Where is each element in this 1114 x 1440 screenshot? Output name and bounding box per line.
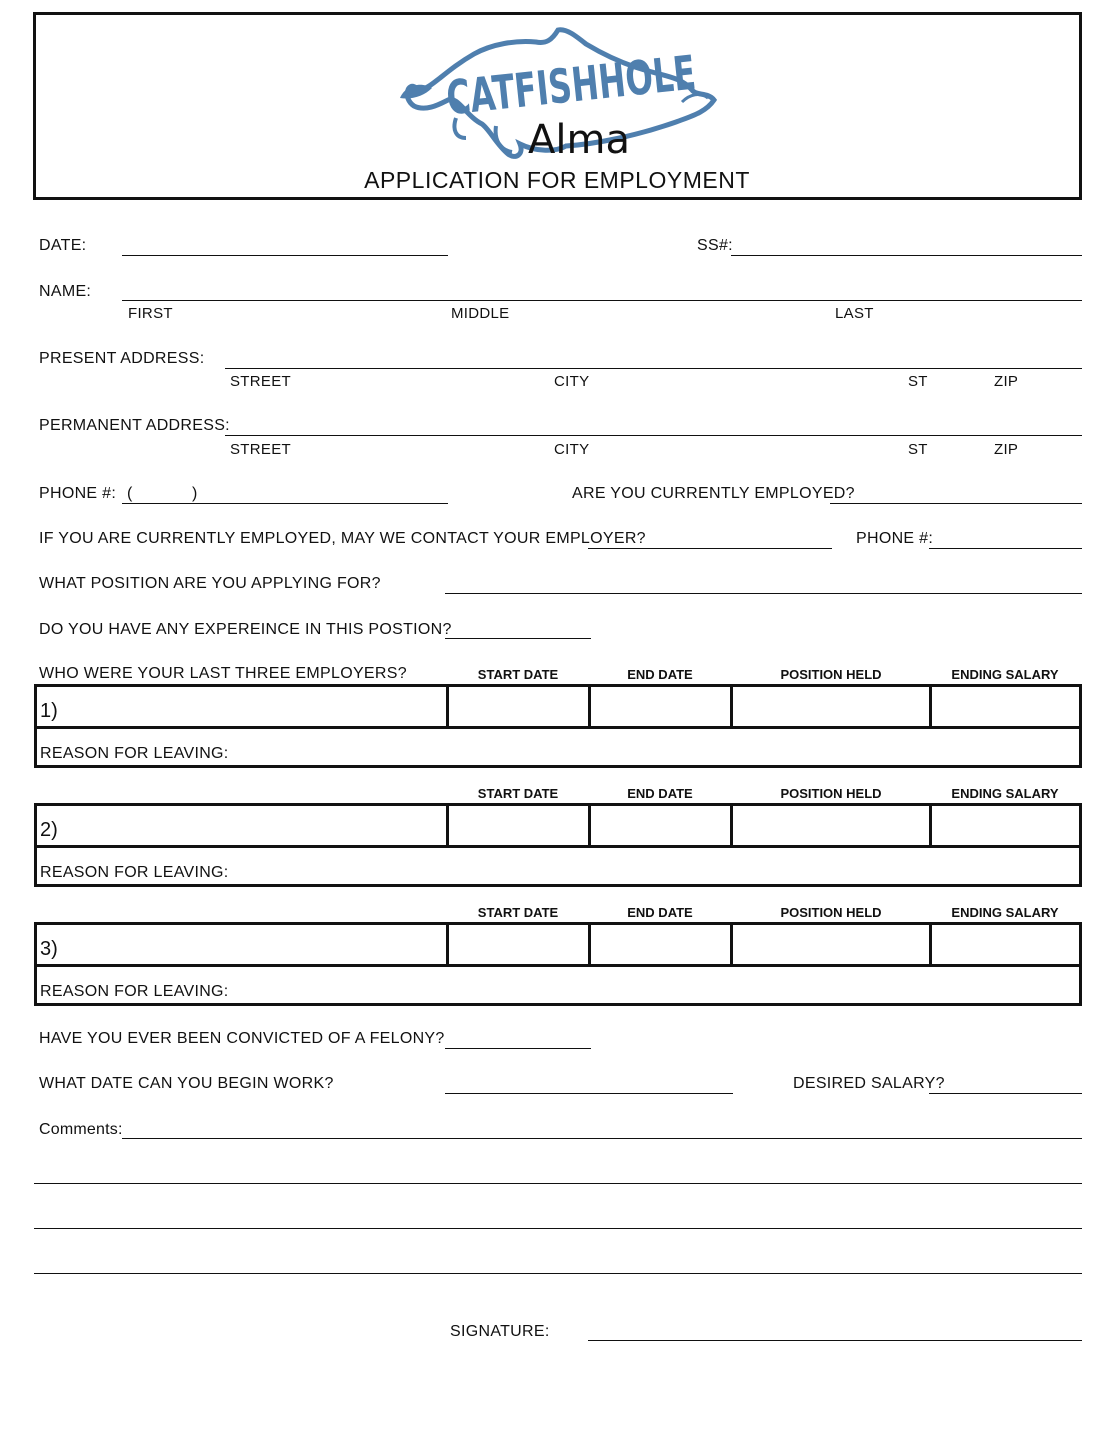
date-label: DATE:: [39, 237, 87, 254]
emp2-end-date-header: END DATE: [627, 786, 693, 801]
present-zip-caption: ZIP: [994, 373, 1019, 390]
employer-1-number: 1): [40, 700, 58, 722]
felony-label: HAVE YOU EVER BEEN CONVICTED OF A FELONY?: [39, 1030, 445, 1047]
employer-2-number: 2): [40, 819, 58, 841]
date-input-line[interactable]: [122, 255, 448, 256]
employer-phone-label: PHONE #:: [856, 530, 934, 547]
employer-3-salary-cell[interactable]: [932, 925, 1079, 963]
present-street-caption: STREET: [230, 373, 291, 390]
desired-salary-input-line[interactable]: [929, 1093, 1082, 1094]
comments-line-4[interactable]: [34, 1273, 1082, 1274]
permanent-st-caption: ST: [908, 441, 928, 458]
currently-employed-input-line[interactable]: [830, 503, 1082, 504]
emp3-position-header: POSITION HELD: [780, 905, 882, 920]
name-last-caption: LAST: [835, 305, 874, 322]
present-st-caption: ST: [908, 373, 928, 390]
employer-3-reason-label: REASON FOR LEAVING:: [40, 983, 229, 1000]
employer-2-salary-cell[interactable]: [932, 806, 1079, 844]
employer-3-box: [34, 922, 1082, 1006]
employer-3-end-cell[interactable]: [591, 925, 729, 963]
contact-employer-input-line[interactable]: [588, 548, 832, 549]
name-first-caption: FIRST: [128, 305, 173, 322]
signature-label: SIGNATURE:: [450, 1323, 550, 1340]
logo-location: Alma: [528, 117, 630, 163]
position-label: WHAT POSITION ARE YOU APPLYING FOR?: [39, 575, 381, 592]
employer-2-reason-label: REASON FOR LEAVING:: [40, 864, 229, 881]
present-city-caption: CITY: [554, 373, 590, 390]
emp2-position-header: POSITION HELD: [780, 786, 882, 801]
employer-1-name-cell[interactable]: [67, 687, 445, 725]
signature-input-line[interactable]: [588, 1340, 1082, 1341]
employer-2-position-cell[interactable]: [733, 806, 928, 844]
employer-3-name-cell[interactable]: [67, 925, 445, 963]
comments-line-2[interactable]: [34, 1183, 1082, 1184]
employer-phone-input-line[interactable]: [929, 548, 1082, 549]
present-address-input-line[interactable]: [225, 368, 1082, 369]
employer-1-reason-cell[interactable]: [219, 729, 1079, 765]
phone-area-open: (: [127, 485, 133, 502]
contact-employer-label: IF YOU ARE CURRENTLY EMPLOYED, MAY WE CONTACT YOUR EMPLOYER?: [39, 530, 646, 547]
employer-2-start-cell[interactable]: [449, 806, 587, 844]
employer-2-reason-cell[interactable]: [219, 848, 1079, 884]
employer-1-box: [34, 684, 1082, 768]
employer-1-end-cell[interactable]: [591, 687, 729, 725]
ss-input-line[interactable]: [731, 255, 1082, 256]
comments-line-1[interactable]: [122, 1138, 1082, 1139]
felony-input-line[interactable]: [445, 1048, 591, 1049]
experience-input-line[interactable]: [445, 638, 591, 639]
begin-work-label: WHAT DATE CAN YOU BEGIN WORK?: [39, 1075, 334, 1092]
employer-2-end-cell[interactable]: [591, 806, 729, 844]
ss-label: SS#:: [697, 237, 733, 254]
name-label: NAME:: [39, 283, 92, 300]
emp1-position-header: POSITION HELD: [780, 667, 882, 682]
desired-salary-label: DESIRED SALARY?: [793, 1075, 945, 1092]
emp1-start-date-header: START DATE: [477, 667, 559, 682]
permanent-zip-caption: ZIP: [994, 441, 1019, 458]
employer-3-reason-cell[interactable]: [219, 967, 1079, 1003]
name-input-line[interactable]: [122, 300, 1082, 301]
phone-label: PHONE #:: [39, 485, 117, 502]
phone-input-line[interactable]: [122, 503, 448, 504]
comments-line-3[interactable]: [34, 1228, 1082, 1229]
currently-employed-label: ARE YOU CURRENTLY EMPLOYED?: [572, 485, 855, 502]
emp1-end-date-header: END DATE: [627, 667, 693, 682]
comments-label: Comments:: [39, 1121, 123, 1138]
position-input-line[interactable]: [445, 593, 1082, 594]
experience-label: DO YOU HAVE ANY EXPEREINCE IN THIS POSTION?: [39, 621, 452, 638]
permanent-address-label: PERMANENT ADDRESS:: [39, 417, 230, 434]
emp1-salary-header: ENDING SALARY: [951, 667, 1059, 682]
employer-2-box: [34, 803, 1082, 887]
emp3-start-date-header: START DATE: [477, 905, 559, 920]
last-employers-label: WHO WERE YOUR LAST THREE EMPLOYERS?: [39, 665, 407, 682]
employer-3-number: 3): [40, 938, 58, 960]
permanent-address-input-line[interactable]: [225, 435, 1082, 436]
employer-1-salary-cell[interactable]: [932, 687, 1079, 725]
permanent-street-caption: STREET: [230, 441, 291, 458]
begin-work-input-line[interactable]: [445, 1093, 733, 1094]
employer-1-reason-label: REASON FOR LEAVING:: [40, 745, 229, 762]
employer-1-position-cell[interactable]: [733, 687, 928, 725]
name-middle-caption: MIDDLE: [451, 305, 510, 322]
emp3-end-date-header: END DATE: [627, 905, 693, 920]
employer-3-start-cell[interactable]: [449, 925, 587, 963]
emp3-salary-header: ENDING SALARY: [951, 905, 1059, 920]
permanent-city-caption: CITY: [554, 441, 590, 458]
employer-3-position-cell[interactable]: [733, 925, 928, 963]
page-title: APPLICATION FOR EMPLOYMENT: [364, 167, 750, 193]
phone-area-close: ): [192, 485, 198, 502]
employer-1-start-cell[interactable]: [449, 687, 587, 725]
present-address-label: PRESENT ADDRESS:: [39, 350, 205, 367]
logo-wordmark: CATFISHHOLE: [443, 33, 811, 127]
emp2-salary-header: ENDING SALARY: [951, 786, 1059, 801]
emp2-start-date-header: START DATE: [477, 786, 559, 801]
employer-2-name-cell[interactable]: [67, 806, 445, 844]
